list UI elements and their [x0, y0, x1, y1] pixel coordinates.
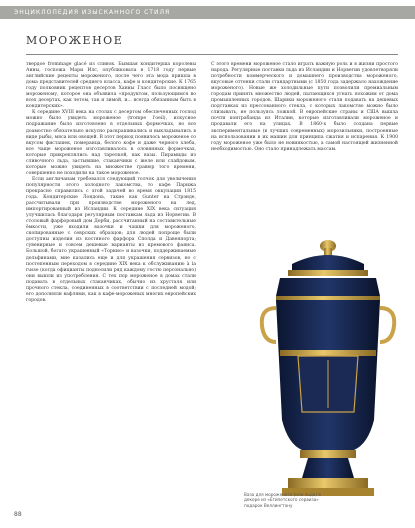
text-column-left [26, 62, 196, 304]
paragraph: Если англичанам требовался следующий толчок для увеличения популярности этого холодного лакомства, то кафе Парижа прекрасно справились с этой задачей во время оккупации 1815 года. Кондитерские Лондона, такие как Gunter на Стрэнде, рассчитывали при производстве мороженого на лед, импортированный из Исландии. К середине XIX века ситуация улучшилась благодаря регулярным поставкам льда из Норвегии. В столовый фарфоровый дом Дерби, рассчитанный на составительные ёмкости, уже входили вазочки и чашки для мороженого, скопированные с севрских образцов; для людей попроще были доступны изделия из костяного фарфора Сполда и Давенпорта; сувенирные и совсем дешевые варианты из кремового фаянса. Большой, богато украшенный «Торнио» и вазочки, поддерживаемые дельфинами, мне казались еще и для украшения сервизов, но с постепенным переходом в середине XIX века к обслуживанию à la russe (когда официанты подносили ряд каждому гостю персонально) они вышли из употребления. С тех пор мороженое в домах стали подавать в отдельных стаканчиках, обычно из хрусталя или прочного стекла, соединенных в соответствии с последней модой; его дополняли вафлями, как в кафе-мороженых многих европейских городов. [26, 176, 196, 303]
page-title: МОРОЖЕНОЕ [26, 34, 124, 47]
paragraph: К середине XVIII века на столах с десертом обеспеченных господ можно было увидеть мороженое (trompe l'oeil), искусное подражание было изготовлено в отдельных формочках, но все доамостно обязательно искусно раскрашивались и выкладывались в виде рыбы, мяса или овощей. В этот период появилось мороженое со вкусом фисташек, померанца, белого кофе и даже черного хлеба, все чаще мороженое изготавливалось в оловянных формочках, которые прикреплялись над тарелкой, как вазы. Пирамиды из сливочного льда, застывшие, стаканчики с желе или слайдовым, которые можно увидеть на множестве гравюр того времени, совершенно не походили на такое мороженое. [26, 110, 196, 176]
text-column-right [211, 62, 398, 153]
vase-illustration [258, 230, 398, 506]
page-number: 88 [14, 511, 22, 518]
series-title: ЭНЦИКЛОПЕДИЯ ИЗЫСКАННОГО СТИЛЯ [14, 9, 171, 16]
paragraph: твердое frommage glacé из сливок. Бывшая кондитерша королевы Анны, госпожа Мари Илс, опубликовала в 1718 году первые английские рецепты мороженого, после чего эта мода пришла в дома представителей среднего класса, кафе и кондитерские. К 1765 году полковник рецептов десертов Ханны Гласс было посвящено мороженому, которое она объявила «продуктом, пользующимся во всех десертах, как летом, так и зимой, и... всегда обязанным быть в кондитерских». [26, 62, 196, 110]
title-rule [26, 54, 398, 55]
image-caption: Ваза для мороженого (или льда) в декоре из «Египетского сервиза» подарок Веллингтону [244, 492, 321, 508]
paragraph: С этого времени мороженое стало играть важную роль и в жизни простого народа. Регулярные поставки льда из Исландии и Норвегии удовлетворяли потребности коммерческого и домашнего производства мороженого, вкусовые оттенки стали стандартными (с 1850 года задержало нахождение мороженого). Новые же холодильные пути позволили премиальным городам принять множество людей, пытающихся угнать похожим от дома промышленных городов. Шарики мороженого стали подавать на дешевых подставках из прессованного стекла, с которых лакомство можно было слизывать, не пользуясь ложкой. В европейские страны и США вышла почти контрабанда из Италии, которые изготавливали мороженое и продавали его на улицах. В 1860-х было создана первые экспериментальные (в лучших современных) морозильники, построенные на использовании в их машин для принципа сжатия и испарения. К 1900 году мороженое уже было не новинкостью, а самой настоящей жизненной необходимостью. Оно стало принадлежать массам. [211, 62, 398, 152]
